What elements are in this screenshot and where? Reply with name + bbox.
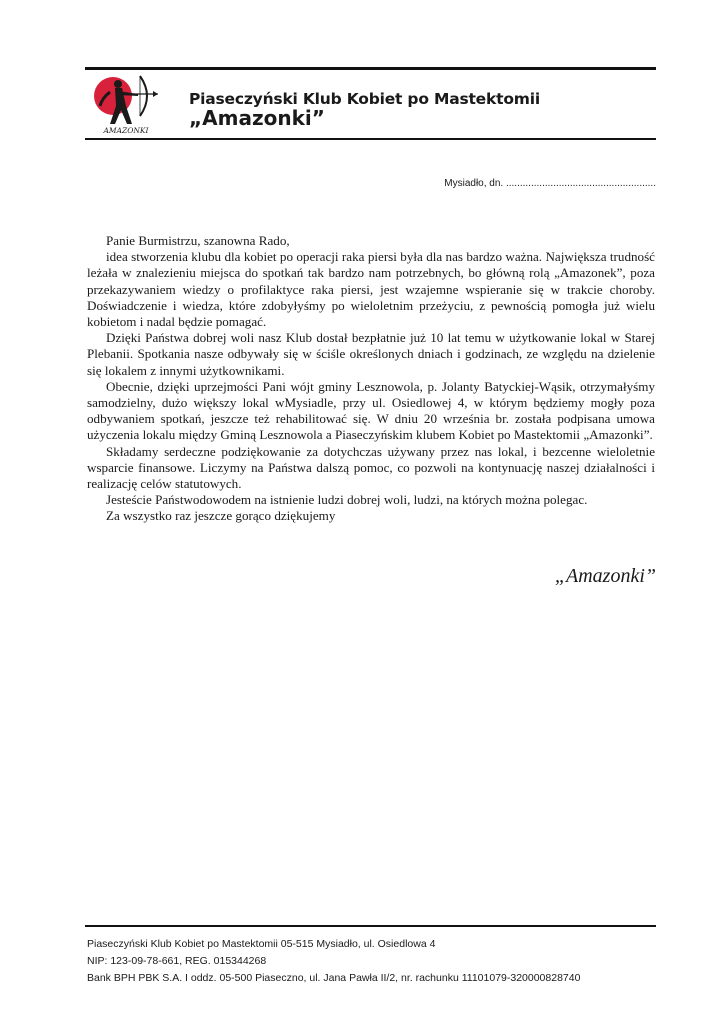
letter-salutation: Panie Burmistrzu, szanowna Rado, (106, 233, 290, 248)
organization-nickname: „Amazonki” (189, 106, 325, 130)
page-footer (87, 936, 580, 987)
footer-bank-account: Bank BPH PBK S.A. I oddz. 05-500 Piaseczno, ul. Jana Pawła II/2, nr. rachunku 11101079-320000828740 (87, 972, 581, 984)
place-date-line: Mysiadło, dn. ...................................................... (444, 178, 656, 189)
letter-paragraph: Obecnie, dzięki uprzejmości Pani wójt gminy Lesznowola, p. Jolanty Batyckiej-Wąsik, otrzymałyśmy samodzielny, dużo większy lokal wMysiadle, przy ul. Osiedlowej 4, w którym będziemy mogły poza odbywaniem spotkań, jeszcze też rehabilitować się. W dniu 20 września br. została podpisana umowa użyczenia lokalu między Gminą Lesznowola a Piaseczyńskim klubem Kobiet po Mastektomii „Amazonki”. (87, 378, 655, 443)
footer-address: Piaseczyński Klub Kobiet po Mastektomii 05-515 Mysiadło, ul. Osiedlowa 4 (87, 938, 436, 950)
header-bottom-rule (85, 138, 656, 140)
organization-name: Piaseczyński Klub Kobiet po Mastektomii (189, 90, 540, 108)
letter-body (87, 233, 655, 525)
letter-paragraph: Dzięki Państwa dobrej woli nasz Klub dostał bezpłatnie już 10 lat temu w użytkowanie lokal w Starej Plebanii. Spotkania nasze odbywały się w ściśle określonych dniach i godzinach, ze względu na dzielenie się lokalem z innymi użytkownikami. (87, 330, 655, 378)
svg-text:AMAZONKI: AMAZONKI (103, 126, 149, 135)
letter-paragraph: Składamy serdeczne podziękowanie za dotychczas używany przez nas lokal, i bezcenne wieloletnie wsparcie finansowe. Liczymy na Państwa dalszą pomoc, co pozwoli na kontynuację naszej działalności i realizację celów statutowych. (87, 443, 655, 492)
header-top-rule (85, 67, 656, 70)
letter-paragraph: idea stworzenia klubu dla kobiet po operacji raka piersi była dla nas bardzo ważna. Największa trudność leżała w znalezieniu miejsca do spotkań tak bardzo nam potrzebnych, bo główną rolą „Amazonek”, poza przekazywaniem wiedzy o profilaktyce raka piersi, jest wzajemne wspieranie się w trakcie choroby. Doświadczenie i wiedza, które zdobyłyśmy po wieloletnim przeżyciu, z pewnością pomogła już wielu kobietom i nadal będzie pomagać. (87, 249, 655, 330)
letter-paragraph: Za wszystko raz jeszcze gorąco dziękujemy (106, 508, 336, 524)
archer-logo-icon (88, 72, 164, 136)
footer-rule (85, 925, 656, 927)
footer-registry: NIP: 123-09-78-661, REG. 015344268 (87, 955, 267, 967)
letter-signature: „Amazonki” (554, 565, 656, 587)
amazonki-logo (88, 72, 164, 136)
letter-paragraph: Jesteście Państwodowodem na istnienie ludzi dobrej woli, ludzi, na których można polegac. (106, 492, 588, 508)
